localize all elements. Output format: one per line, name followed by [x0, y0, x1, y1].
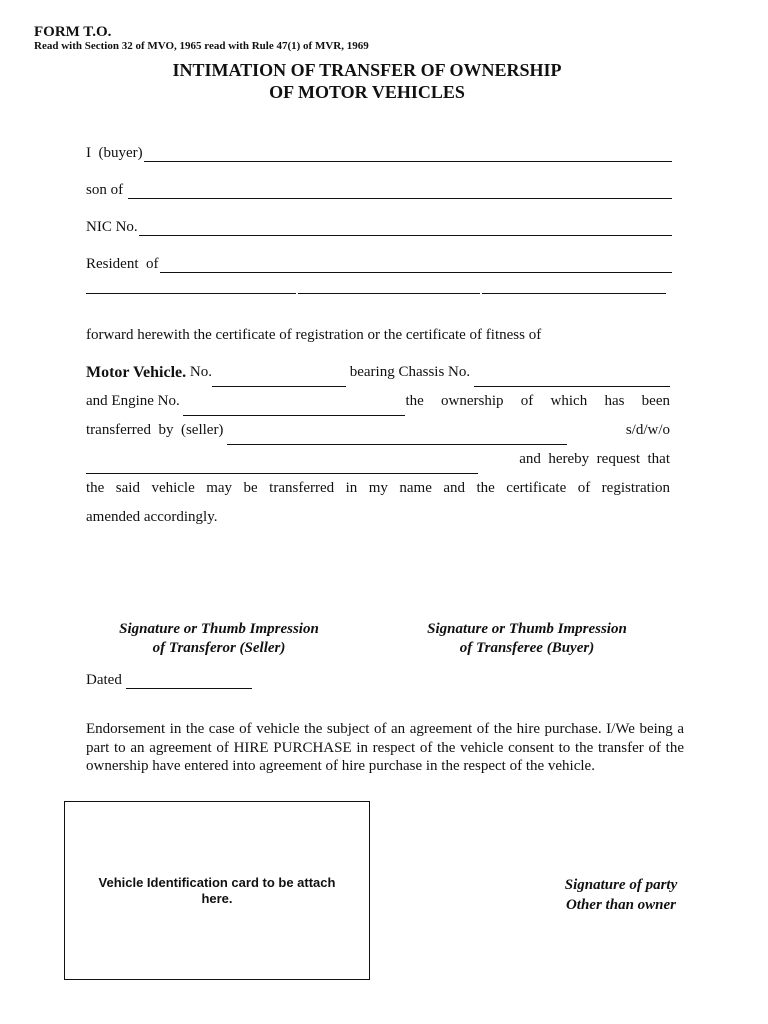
resident-input-line[interactable]	[160, 256, 673, 273]
vehicle-no-label: No.	[186, 364, 212, 380]
rule-reference: Read with Section 32 of MVO, 1965 read with Rule 47(1) of MVR, 1969	[34, 40, 369, 52]
seller-signature-line2: of Transferor (Seller)	[152, 640, 286, 656]
ownership-text: the ownership of which has been	[405, 393, 670, 409]
nic-input-line[interactable]	[139, 219, 672, 236]
id-card-box[interactable]	[64, 801, 370, 980]
form-title-line1: INTIMATION OF TRANSFER OF OWNERSHIP	[172, 60, 562, 80]
request-text: and hereby request that	[519, 451, 670, 467]
sdw-label: s/d/w/o	[625, 422, 670, 438]
buyer-field[interactable]	[86, 142, 672, 162]
seller-signature-line1: Signature or Thumb Impression	[119, 621, 319, 637]
son-of-field[interactable]	[86, 179, 672, 199]
engine-input-line[interactable]	[183, 398, 405, 416]
transfer-text: the said vehicle may be transferred in my name and the certificate of registration	[86, 480, 670, 496]
dated-label: Dated	[86, 672, 122, 688]
seller-row	[86, 416, 670, 445]
nic-field[interactable]	[86, 216, 672, 236]
motor-vehicle-label: Motor Vehicle.	[86, 364, 187, 381]
nic-label: NIC No.	[86, 219, 138, 235]
buyer-signature-block[interactable]	[396, 620, 658, 658]
address-line-segment[interactable]	[86, 293, 296, 294]
buyer-signature-line2: of Transferee (Buyer)	[459, 640, 595, 656]
chassis-input-line[interactable]	[474, 369, 670, 387]
son-of-label: son of	[86, 182, 127, 198]
party-signature-line2: Other than owner	[565, 897, 677, 913]
address-line-segment[interactable]	[298, 293, 480, 294]
resident-label: Resident of	[86, 256, 159, 272]
dated-field[interactable]	[86, 672, 252, 689]
id-card-box-text: Vehicle Identification card to be attach here.	[98, 874, 336, 906]
parent-row	[86, 445, 670, 474]
vehicle-number-row	[86, 350, 670, 387]
amended-text: amended accordingly.	[86, 509, 218, 525]
parent-input-line[interactable]	[86, 456, 478, 474]
vehicle-paragraph	[86, 321, 670, 532]
address-line-segment[interactable]	[482, 293, 666, 294]
form-id: FORM T.O.	[34, 24, 112, 40]
buyer-signature-line1: Signature or Thumb Impression	[427, 621, 627, 637]
vehicle-no-input-line[interactable]	[212, 369, 346, 387]
seller-signature-block[interactable]	[88, 620, 350, 658]
engine-label: and Engine No.	[86, 393, 184, 409]
engine-row	[86, 387, 670, 416]
chassis-label: bearing Chassis No.	[345, 364, 474, 380]
dated-input-line[interactable]	[126, 672, 252, 689]
form-title-line2: OF MOTOR VEHICLES	[269, 82, 465, 102]
party-signature-line1: Signature of party	[564, 877, 678, 893]
endorsement-text: Endorsement in the case of vehicle the subject of an agreement of the hire purchase. I/We being a part to an agreement of HIRE PURCHASE in respect of the vehicle consent to the transfer of the ownership have entered into agreement of hire purchase in the respect of the vehicle.	[86, 721, 684, 774]
party-signature-block[interactable]	[546, 875, 696, 915]
forward-text: forward herewith the certificate of registration or the certificate of fitness of	[86, 327, 542, 343]
buyer-label: I (buyer)	[86, 145, 143, 161]
seller-input-line[interactable]	[227, 427, 567, 445]
resident-field[interactable]	[86, 253, 672, 273]
son-of-input-line[interactable]	[128, 182, 672, 199]
buyer-input-line[interactable]	[144, 145, 672, 162]
seller-label: transferred by (seller)	[86, 422, 228, 438]
